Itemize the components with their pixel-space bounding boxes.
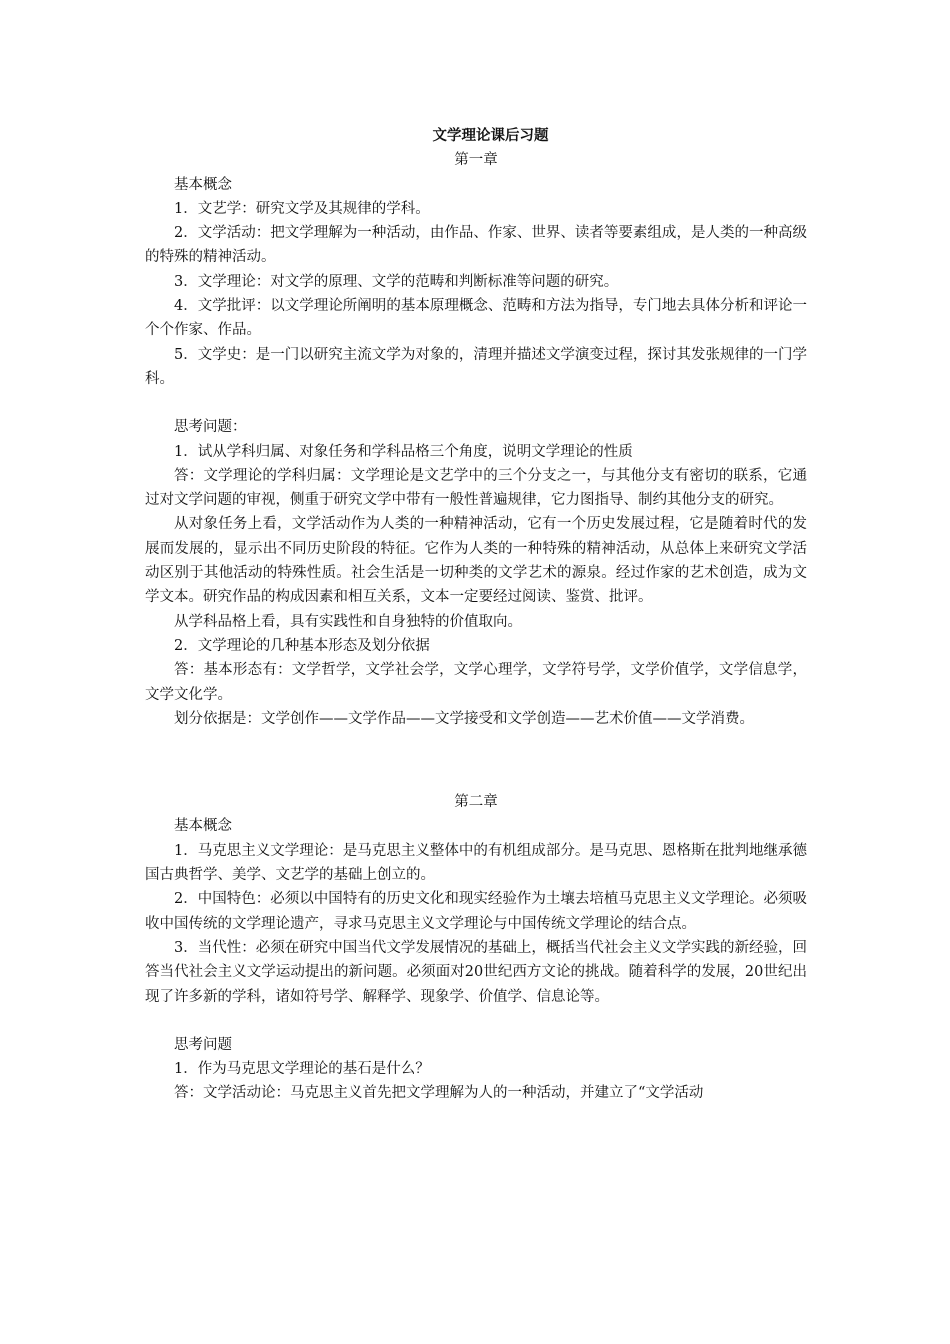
- spacer: [145, 1009, 807, 1033]
- chapter-2-concept-2: 2．中国特色：必须以中国特有的历史文化和现实经验作为土壤去培植马克思主义文学理论。必须吸收中国传统的文学理论遗产，寻求马克思主义文学理论与中国传统文学理论的结合点。: [145, 891, 807, 932]
- chapter-1-answer-1-part-3: 从学科品格上看，具有实践性和自身独特的价值取向。: [174, 613, 522, 630]
- spacer: [145, 731, 807, 790]
- chapter-2-question-1: 1．作为马克思文学理论的基石是什么？: [174, 1061, 430, 1078]
- chapter-2-concepts-heading: 基本概念: [174, 818, 232, 835]
- chapter-1-answer-1-part-1: 答：文学理论的学科归属：文学理论是文艺学中的三个分支之一，与其他分支有密切的联系，它通过对文学问题的审视，侧重于研究文学中带有一般性普遍规律，它力图指导、制约其他分支的研究。: [145, 467, 807, 509]
- chapter-1-concept-4: 4．文学批评：以文学理论所阐明的基本原理概念、范畴和方法为指导，专门地去具体分析和评论一个个作家、作品。: [145, 298, 807, 339]
- chapter-2-answer-1-start: 答：文学活动论：马克思主义首先把文学理解为人的一种活动，并建立了“文学活动: [174, 1085, 704, 1102]
- chapter-1-questions-heading: 思考问题：: [174, 419, 247, 436]
- spacer: [145, 391, 807, 415]
- chapter-1-answer-2-part-2: 划分依据是：文学创作——文学作品——文学接受和文学创造——艺术价值——文学消费。: [174, 710, 754, 727]
- chapter-1-concept-2: 2．文学活动：把文学理解为一种活动，由作品、作家、世界、读者等要素组成，是人类的一种高级的特殊的精神活动。: [145, 225, 807, 266]
- chapter-2-concept-1: 1．马克思主义文学理论：是马克思主义整体中的有机组成部分。是马克思、恩格斯在批判地继承德国古典哲学、美学、文艺学的基础上创立的。: [145, 842, 807, 884]
- chapter-1-answer-1-part-2: 从对象任务上看，文学活动作为人类的一种精神活动，它有一个历史发展过程，它是随着时代的发展而发展的，显示出不同历史阶段的特征。它作为人类的一种特殊的精神活动，从总体上来研究文学活动区别于其他活动的特殊性质。社会生活是一切种类的文学艺术的源泉。经过作家的艺术创造，成为文学文本。研究作品的构成因素和相互关系，文本一定要经过阅读、鉴赏、批评。: [145, 516, 807, 606]
- document-title: 文学理论课后习题: [432, 127, 549, 144]
- chapter-2-concept-3: 3．当代性：必须在研究中国当代文学发展情况的基础上，概括当代社会主义文学实践的新经验，回答当代社会主义文学运动提出的新问题。必须面对20世纪西方文论的挑战。随着科学的发展，20世纪出现了许多新的学科，诸如符号学、解释学、现象学、价值学、信息论等。: [145, 939, 807, 1005]
- chapter-1-question-1: 1．试从学科归属、对象任务和学科品格三个角度，说明文学理论的性质: [174, 443, 633, 460]
- chapter-1-concept-1: 1．文艺学：研究文学及其规律的学科。: [174, 200, 430, 217]
- chapter-1-title: 第一章: [454, 152, 498, 169]
- chapter-1-concept-5: 5．文学史：是一门以研究主流文学为对象的，清理并描述文学演变过程，探讨其发张规律的一门学科。: [145, 346, 807, 387]
- chapter-2-questions-heading: 思考问题: [174, 1036, 232, 1053]
- document-page: [145, 124, 807, 1106]
- chapter-1-answer-2-part-1: 答：基本形态有：文学哲学，文学社会学，文学心理学，文学符号学，文学价值学，文学信息学，文学文化学。: [145, 662, 807, 703]
- chapter-2-title: 第二章: [454, 794, 498, 811]
- chapter-1-question-2: 2．文学理论的几种基本形态及划分依据: [174, 637, 430, 654]
- chapter-1-concept-3: 3．文学理论：对文学的原理、文学的范畴和判断标准等问题的研究。: [174, 273, 619, 290]
- chapter-1-concepts-heading: 基本概念: [174, 176, 232, 193]
